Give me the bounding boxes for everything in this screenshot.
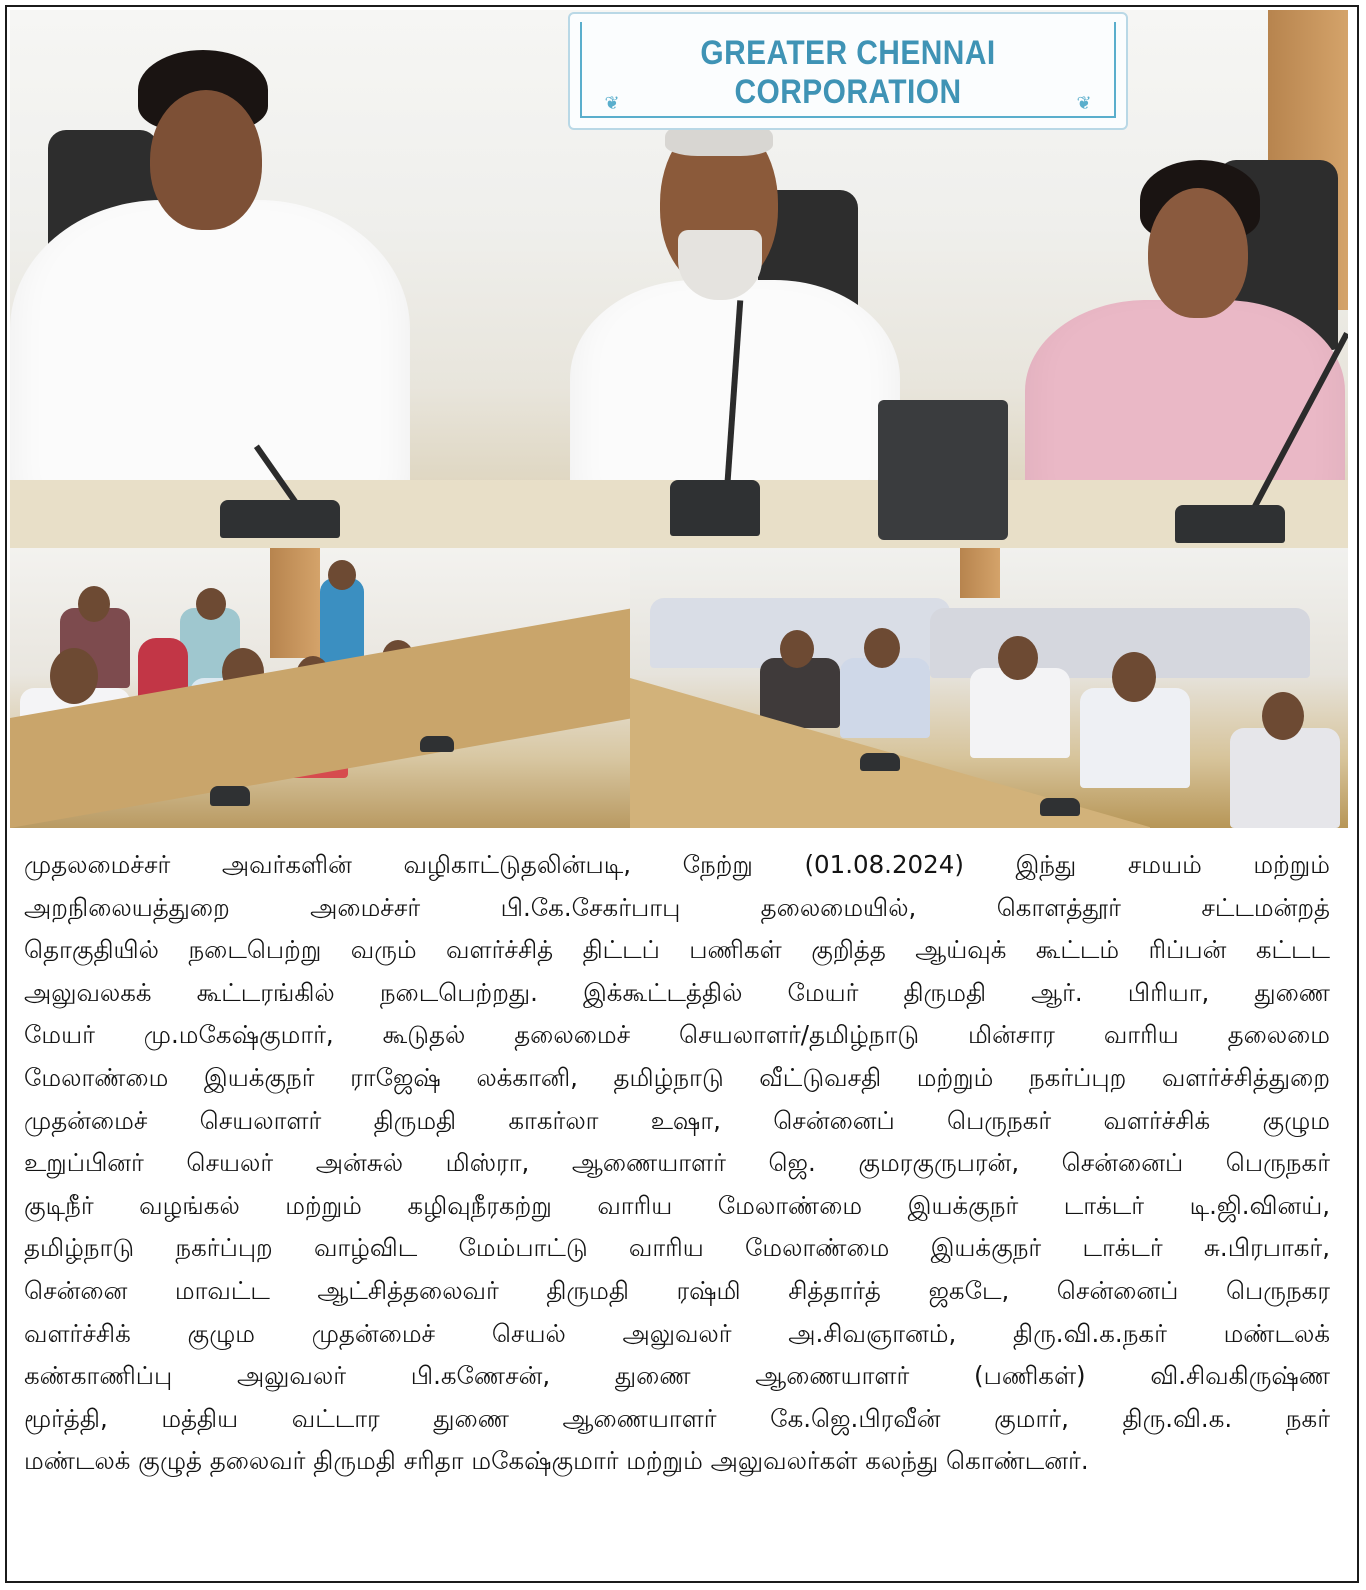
article-line: மண்டலக் குழுத் தலைவர் திருமதி சரிதா மகேஷ்குமார் மற்றும் அலுவலர்கள் கலந்து கொண்டனர். <box>24 1446 1089 1476</box>
article-line: மூர்த்தி, மத்திய வட்டார துணை ஆணையாளர் கே.ஜெ.பிரவீன் குமார், திரு.வி.க. நகர் <box>24 1403 1330 1433</box>
attendee-head <box>328 560 356 590</box>
attendee <box>760 658 840 728</box>
wood-panel <box>270 548 320 658</box>
meeting-photo-bottom-right <box>630 548 1348 828</box>
microphone-base <box>1040 798 1080 816</box>
microphone-base <box>1175 505 1285 543</box>
wood-panel <box>960 548 1000 598</box>
attendee-head <box>864 628 900 668</box>
article-line: தமிழ்நாடு நகர்ப்புற வாழ்விட மேம்பாட்டு வாரிய மேலாண்மை இயக்குநர் டாக்டர் சு.பிரபாகர், <box>24 1233 1330 1263</box>
attendee-head <box>998 636 1038 680</box>
person-left-face <box>150 90 262 230</box>
microphone-base <box>670 480 760 536</box>
article-line: மேயர் மு.மகேஷ்குமார், கூடுதல் தலைமைச் செயலாளர்/தமிழ்நாடு மின்சார வாரிய தலைமை <box>24 1020 1330 1050</box>
attendee-head <box>1112 652 1156 702</box>
attendee-head <box>78 586 110 622</box>
person-right-face <box>1148 188 1248 318</box>
attendee <box>840 658 930 738</box>
meeting-photo-bottom-left <box>10 548 630 828</box>
article-line: மேலாண்மை இயக்குநர் ராஜேஷ் லக்கானி, தமிழ்நாடு வீட்டுவசதி மற்றும் நகர்ப்புற வளர்ச்சித்துறை <box>24 1062 1330 1092</box>
article-line: தொகுதியில் நடைபெற்று வரும் வளர்ச்சித் திட்டப் பணிகள் குறித்த ஆய்வுக் கூட்டம் ரிப்பன் கட்டட <box>24 935 1330 965</box>
article-line: சென்னை மாவட்ட ஆட்சித்தலைவர் திருமதி ரஷ்மி சித்தார்த் ஜகடே, சென்னைப் பெருநகர <box>24 1275 1330 1305</box>
attendee-head <box>196 588 226 620</box>
article-line: கண்காணிப்பு அலுவலர் பி.கணேசன், துணை ஆணையாளர் (பணிகள்) வி.சிவகிருஷ்ண <box>24 1361 1330 1391</box>
article-line: அறநிலையத்துறை அமைச்சர் பி.கே.சேகர்பாபு தலைமையில், கொளத்தூர் சட்டமன்றத் <box>24 892 1330 922</box>
article-line: முதலமைச்சர் அவர்களின் வழிகாட்டுதலின்படி, நேற்று (01.08.2024) இந்து சமயம் மற்றும் <box>24 850 1330 879</box>
microphone-base <box>420 736 454 752</box>
article-body <box>24 844 1330 1483</box>
attendee <box>1230 728 1340 828</box>
article-line: உறுப்பினர் செயலர் அன்சுல் மிஸ்ரா, ஆணையாளர் ஜெ. குமரகுருபரன், சென்னைப் பெருநகர் <box>24 1148 1330 1178</box>
ornament-icon: ❦ <box>1076 93 1092 114</box>
desk-phone <box>878 400 1008 540</box>
attendee-head <box>50 648 98 704</box>
attendee <box>970 668 1070 758</box>
microphone-base <box>860 753 900 771</box>
corporation-banner <box>568 12 1128 130</box>
banner-title: GREATER CHENNAI CORPORATION <box>700 34 996 111</box>
article-line: குடிநீர் வழங்கல் மற்றும் கழிவுநீரகற்று வாரிய மேலாண்மை இயக்குநர் டாக்டர் டி.ஜி.வினய், <box>24 1190 1330 1220</box>
ornament-icon: ❦ <box>604 93 620 114</box>
article-line: முதன்மைச் செயலாளர் திருமதி காகர்லா உஷா, சென்னைப் பெருநகர் வளர்ச்சிக் குழும <box>24 1105 1330 1135</box>
attendee <box>320 578 364 668</box>
attendee-head <box>1262 692 1304 740</box>
microphone-base <box>210 786 250 806</box>
attendee-head <box>780 630 814 668</box>
microphone-base <box>220 500 340 538</box>
attendee <box>1080 688 1190 788</box>
article-line: அலுவலகக் கூட்டரங்கில் நடைபெற்றது. இக்கூட்டத்தில் மேயர் திருமதி ஆர். பிரியா, துணை <box>24 977 1330 1007</box>
article-line: வளர்ச்சிக் குழும முதன்மைச் செயல் அலுவலர் அ.சிவஞானம், திரு.வி.க.நகர் மண்டலக் <box>24 1318 1330 1348</box>
